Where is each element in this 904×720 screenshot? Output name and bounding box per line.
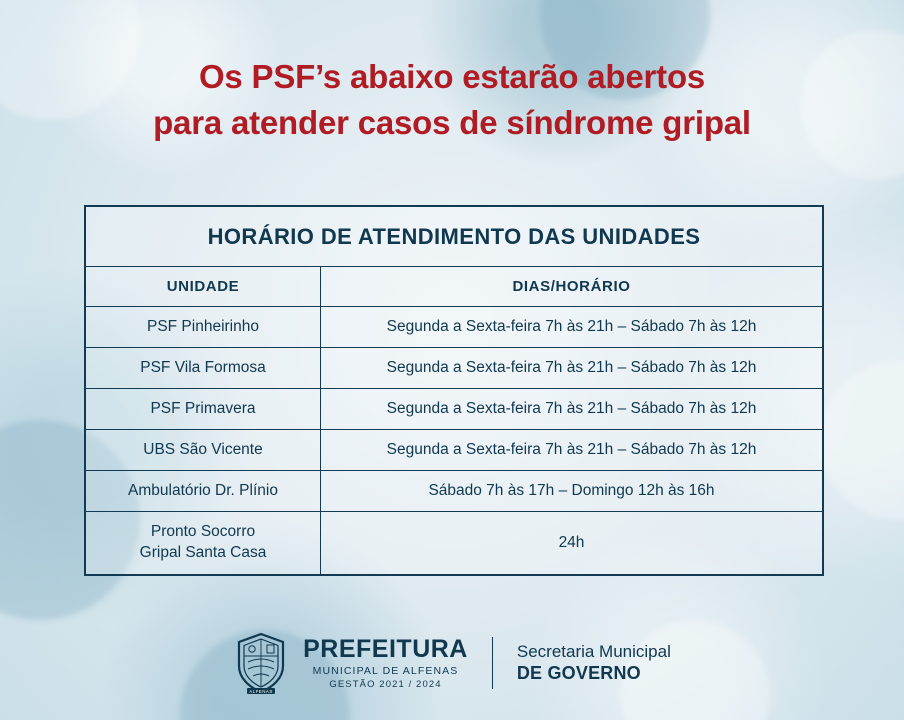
unit-name: PSF Vila Formosa bbox=[86, 348, 321, 389]
unit-hours: Segunda a Sexta-feira 7h às 21h – Sábado 7h às 12h bbox=[321, 430, 823, 471]
unit-name: Ambulatório Dr. Plínio bbox=[86, 471, 321, 512]
table-row bbox=[86, 512, 822, 575]
column-header-unit: UNIDADE bbox=[86, 267, 321, 307]
unit-hours: Segunda a Sexta-feira 7h às 21h – Sábado 7h às 12h bbox=[321, 348, 823, 389]
unit-hours: Segunda a Sexta-feira 7h às 21h – Sábado 7h às 12h bbox=[321, 307, 823, 348]
unit-name-line-1: Pronto Socorro bbox=[150, 523, 256, 541]
unit-name bbox=[86, 512, 321, 575]
headline-line-2: para atender casos de síndrome gripal bbox=[153, 103, 751, 141]
unit-hours: Segunda a Sexta-feira 7h às 21h – Sábado 7h às 12h bbox=[321, 389, 823, 430]
footer-divider bbox=[492, 637, 493, 689]
prefeitura-term: GESTÃO 2021 / 2024 bbox=[329, 678, 442, 690]
secretaria-line-2: DE GOVERNO bbox=[516, 663, 641, 684]
secretaria-wordmark bbox=[517, 641, 671, 685]
schedule-table bbox=[86, 207, 822, 574]
secretaria-line-1: Secretaria Municipal bbox=[516, 642, 671, 662]
prefeitura-title: PREFEITURA bbox=[303, 635, 468, 663]
table-row bbox=[86, 348, 822, 389]
city-coat-of-arms-icon bbox=[233, 632, 289, 694]
table-title-row bbox=[86, 207, 822, 267]
prefeitura-subtitle: MUNICIPAL DE ALFENAS bbox=[312, 665, 459, 677]
table-row bbox=[86, 389, 822, 430]
unit-name: PSF Primavera bbox=[86, 389, 321, 430]
unit-hours: 24h bbox=[321, 512, 823, 575]
table-header-row bbox=[86, 267, 822, 307]
svg-text:ALFENAS: ALFENAS bbox=[249, 688, 273, 694]
prefeitura-wordmark bbox=[303, 637, 468, 689]
table-row bbox=[86, 430, 822, 471]
unit-name: PSF Pinheirinho bbox=[86, 307, 321, 348]
table-title: HORÁRIO DE ATENDIMENTO DAS UNIDADES bbox=[86, 207, 822, 267]
table-row bbox=[86, 471, 822, 512]
footer bbox=[0, 632, 904, 694]
background-blob bbox=[820, 360, 904, 520]
unit-hours: Sábado 7h às 17h – Domingo 12h às 16h bbox=[321, 471, 823, 512]
unit-name-line-2: Gripal Santa Casa bbox=[139, 544, 267, 561]
schedule-table-container bbox=[84, 205, 824, 576]
page-title bbox=[0, 0, 904, 145]
headline-line-1: Os PSF’s abaixo estarão abertos bbox=[198, 58, 706, 95]
unit-name: UBS São Vicente bbox=[86, 430, 321, 471]
table-row bbox=[86, 307, 822, 348]
column-header-hours: DIAS/HORÁRIO bbox=[321, 267, 823, 307]
